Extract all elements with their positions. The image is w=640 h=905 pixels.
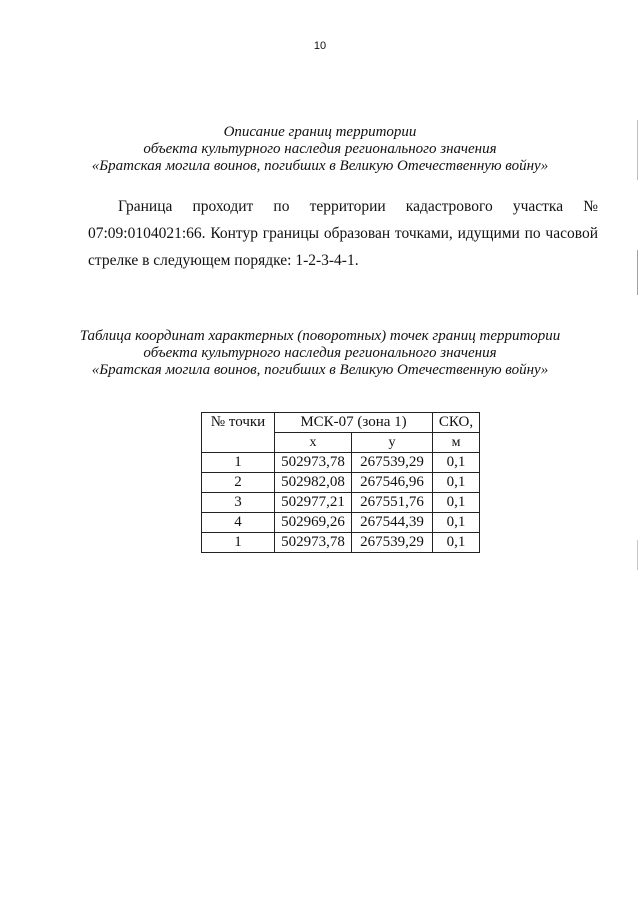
cell-x: 502969,26 [275, 513, 352, 533]
table-row [202, 453, 480, 473]
heading-line: Таблица координат характерных (поворотных) точек границ территории [79, 328, 561, 344]
scan-edge-mark [637, 250, 638, 295]
cell-y: 267539,29 [352, 453, 433, 473]
cell-point: 3 [202, 493, 275, 513]
cell-point: 2 [202, 473, 275, 493]
heading-line: «Братская могила воинов, погибших в Великую Отечественную войну» [91, 362, 549, 378]
heading-line: объекта культурного наследия регионального значения [143, 345, 497, 361]
cell-point: 4 [202, 513, 275, 533]
scan-edge-mark [637, 120, 638, 180]
header-y: y [352, 433, 433, 453]
cell-sko: 0,1 [433, 493, 480, 513]
cell-x: 502973,78 [275, 453, 352, 473]
coordinates-table [201, 412, 480, 553]
section-heading-description [0, 124, 640, 175]
heading-line: объекта культурного наследия регионального значения [143, 141, 497, 157]
cell-point: 1 [202, 453, 275, 473]
cell-y: 267539,29 [352, 533, 433, 553]
table-row [202, 493, 480, 513]
table-row [202, 513, 480, 533]
cell-sko: 0,1 [433, 453, 480, 473]
cell-sko: 0,1 [433, 513, 480, 533]
boundary-description-paragraph: Граница проходит по территории кадастрового участка № 07:09:0104021:66. Контур границы образован точками, идущими по часовой стрелке в следующем порядке: 1-2-3-4-1. [88, 198, 598, 269]
header-sko: СКО, [433, 413, 480, 433]
cell-y: 267544,39 [352, 513, 433, 533]
cell-x: 502977,21 [275, 493, 352, 513]
cell-x: 502973,78 [275, 533, 352, 553]
section-heading-coordinates [0, 328, 640, 379]
header-sko-unit: м [433, 433, 480, 453]
header-x: x [275, 433, 352, 453]
scan-edge-mark [637, 540, 638, 570]
header-point-number: № точки [202, 413, 275, 453]
table-row [202, 473, 480, 493]
header-coordinate-system: МСК-07 (зона 1) [275, 413, 433, 433]
cell-sko: 0,1 [433, 533, 480, 553]
table-row [202, 533, 480, 553]
cell-y: 267551,76 [352, 493, 433, 513]
page-number: 10 [313, 40, 327, 52]
heading-line: «Братская могила воинов, погибших в Великую Отечественную войну» [91, 158, 549, 174]
cell-y: 267546,96 [352, 473, 433, 493]
heading-line: Описание границ территории [223, 124, 417, 140]
cell-sko: 0,1 [433, 473, 480, 493]
cell-point: 1 [202, 533, 275, 553]
cell-x: 502982,08 [275, 473, 352, 493]
